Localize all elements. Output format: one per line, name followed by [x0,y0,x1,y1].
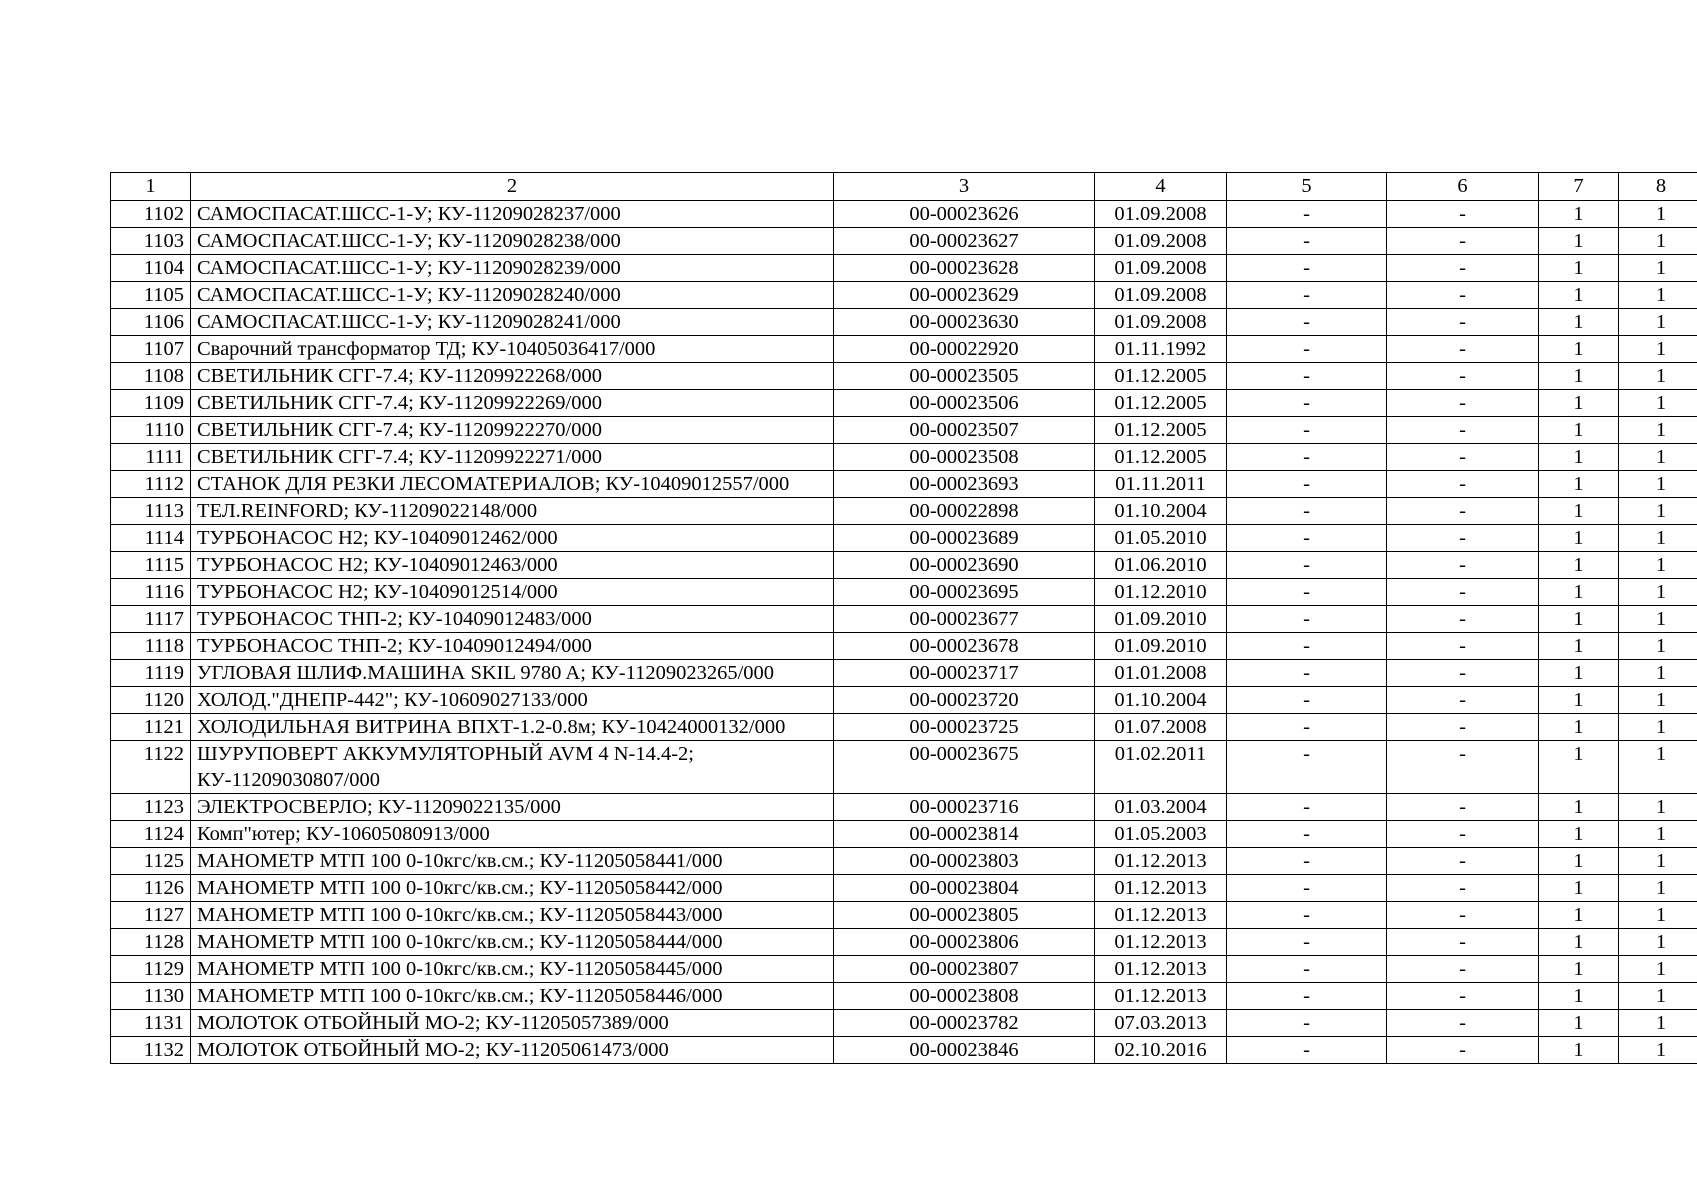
column-7-cell: 1 [1539,1037,1619,1064]
column-6-cell: - [1387,255,1539,282]
inventory-code-cell: 00-00023846 [834,1037,1095,1064]
column-7-cell: 1 [1539,633,1619,660]
inventory-code-cell: 00-00023693 [834,471,1095,498]
column-7-cell: 1 [1539,848,1619,875]
column-6-cell: - [1387,848,1539,875]
inventory-code-cell: 00-00023506 [834,390,1095,417]
inventory-code-cell: 00-00023508 [834,444,1095,471]
column-6-cell: - [1387,363,1539,390]
item-name-cell: ХОЛОДИЛЬНАЯ ВИТРИНА ВПХТ-1.2-0.8м; КУ-10424000132/000 [191,714,834,741]
table-row [111,255,1697,282]
item-name-cell: СВЕТИЛЬНИК СГГ-7.4; КУ-11209922269/000 [191,390,834,417]
row-number-cell: 1108 [111,363,191,390]
column-8-cell: 1 [1619,201,1697,228]
column-7-cell: 1 [1539,794,1619,821]
date-cell: 01.12.2013 [1095,848,1227,875]
date-cell: 07.03.2013 [1095,1010,1227,1037]
column-5-cell: - [1227,741,1387,794]
table-row [111,687,1697,714]
column-6-cell: - [1387,794,1539,821]
date-cell: 01.12.2013 [1095,875,1227,902]
inventory-table [110,172,1697,1064]
item-name-cell: САМОСПАСАТ.ШСС-1-У; КУ-11209028237/000 [191,201,834,228]
column-5-cell: - [1227,606,1387,633]
column-5-cell: - [1227,794,1387,821]
table-row [111,309,1697,336]
column-8-cell: 1 [1619,336,1697,363]
column-7-cell: 1 [1539,983,1619,1010]
date-cell: 01.05.2010 [1095,525,1227,552]
column-5-cell: - [1227,929,1387,956]
column-5-cell: - [1227,336,1387,363]
column-6-cell: - [1387,714,1539,741]
table-row [111,552,1697,579]
row-number-cell: 1111 [111,444,191,471]
column-5-cell: - [1227,525,1387,552]
row-number-cell: 1130 [111,983,191,1010]
column-8-cell: 1 [1619,606,1697,633]
column-6-cell: - [1387,444,1539,471]
column-5-cell: - [1227,660,1387,687]
column-8-cell: 1 [1619,228,1697,255]
column-7-cell: 1 [1539,875,1619,902]
row-number-cell: 1106 [111,309,191,336]
column-number-row [111,173,1697,201]
column-number: 4 [1095,173,1227,201]
row-number-cell: 1107 [111,336,191,363]
inventory-code-cell: 00-00023677 [834,606,1095,633]
column-6-cell: - [1387,687,1539,714]
column-number: 3 [834,173,1095,201]
date-cell: 01.03.2004 [1095,794,1227,821]
column-8-cell: 1 [1619,660,1697,687]
inventory-code-cell: 00-00023675 [834,741,1095,794]
column-5-cell: - [1227,255,1387,282]
inventory-code-cell: 00-00022898 [834,498,1095,525]
column-5-cell: - [1227,201,1387,228]
column-8-cell: 1 [1619,471,1697,498]
date-cell: 01.12.2013 [1095,902,1227,929]
column-5-cell: - [1227,1037,1387,1064]
item-name-cell: ЭЛЕКТРОСВЕРЛО; КУ-11209022135/000 [191,794,834,821]
column-5-cell: - [1227,633,1387,660]
table-row [111,1010,1697,1037]
column-5-cell: - [1227,579,1387,606]
table-row [111,228,1697,255]
row-number-cell: 1131 [111,1010,191,1037]
item-name-cell: САМОСПАСАТ.ШСС-1-У; КУ-11209028241/000 [191,309,834,336]
table-row [111,633,1697,660]
item-name-cell: САМОСПАСАТ.ШСС-1-У; КУ-11209028239/000 [191,255,834,282]
inventory-code-cell: 00-00023807 [834,956,1095,983]
row-number-cell: 1117 [111,606,191,633]
item-name-cell: УГЛОВАЯ ШЛИФ.МАШИНА SKIL 9780 A; КУ-11209023265/000 [191,660,834,687]
date-cell: 01.12.2013 [1095,956,1227,983]
date-cell: 01.07.2008 [1095,714,1227,741]
table-row [111,525,1697,552]
column-7-cell: 1 [1539,687,1619,714]
column-6-cell: - [1387,821,1539,848]
inventory-code-cell: 00-00023804 [834,875,1095,902]
column-8-cell: 1 [1619,714,1697,741]
item-name-cell: ТУРБОНАСОС ТНП-2; КУ-10409012494/000 [191,633,834,660]
column-5-cell: - [1227,821,1387,848]
column-7-cell: 1 [1539,309,1619,336]
inventory-code-cell: 00-00022920 [834,336,1095,363]
table-row [111,1037,1697,1064]
column-7-cell: 1 [1539,956,1619,983]
row-number-cell: 1116 [111,579,191,606]
inventory-code-cell: 00-00023690 [834,552,1095,579]
column-8-cell: 1 [1619,1037,1697,1064]
column-6-cell: - [1387,606,1539,633]
row-number-cell: 1124 [111,821,191,848]
column-7-cell: 1 [1539,660,1619,687]
inventory-code-cell: 00-00023814 [834,821,1095,848]
inventory-code-cell: 00-00023630 [834,309,1095,336]
row-number-cell: 1109 [111,390,191,417]
item-name-cell: МАНОМЕТР МТП 100 0-10кгс/кв.см.; КУ-11205058442/000 [191,875,834,902]
column-5-cell: - [1227,498,1387,525]
column-8-cell: 1 [1619,902,1697,929]
column-6-cell: - [1387,552,1539,579]
column-8-cell: 1 [1619,579,1697,606]
column-6-cell: - [1387,741,1539,794]
column-5-cell: - [1227,1010,1387,1037]
column-6-cell: - [1387,498,1539,525]
column-5-cell: - [1227,282,1387,309]
column-number: 7 [1539,173,1619,201]
table-row [111,660,1697,687]
column-5-cell: - [1227,363,1387,390]
date-cell: 01.12.2010 [1095,579,1227,606]
column-5-cell: - [1227,848,1387,875]
column-8-cell: 1 [1619,929,1697,956]
column-6-cell: - [1387,390,1539,417]
column-number: 5 [1227,173,1387,201]
column-8-cell: 1 [1619,875,1697,902]
column-7-cell: 1 [1539,1010,1619,1037]
date-cell: 01.09.2008 [1095,255,1227,282]
column-6-cell: - [1387,660,1539,687]
inventory-code-cell: 00-00023689 [834,525,1095,552]
table-row [111,902,1697,929]
date-cell: 01.12.2013 [1095,929,1227,956]
inventory-code-cell: 00-00023678 [834,633,1095,660]
table-row [111,741,1697,794]
column-5-cell: - [1227,983,1387,1010]
table-row [111,956,1697,983]
column-7-cell: 1 [1539,714,1619,741]
column-7-cell: 1 [1539,525,1619,552]
inventory-code-cell: 00-00023695 [834,579,1095,606]
row-number-cell: 1132 [111,1037,191,1064]
date-cell: 01.09.2008 [1095,228,1227,255]
item-name-cell: МОЛОТОК ОТБОЙНЫЙ МО-2; КУ-11205061473/000 [191,1037,834,1064]
inventory-code-cell: 00-00023717 [834,660,1095,687]
item-name-cell: САМОСПАСАТ.ШСС-1-У; КУ-11209028238/000 [191,228,834,255]
column-7-cell: 1 [1539,390,1619,417]
column-6-cell: - [1387,309,1539,336]
table-row [111,579,1697,606]
column-5-cell: - [1227,956,1387,983]
column-7-cell: 1 [1539,902,1619,929]
row-number-cell: 1122 [111,741,191,794]
inventory-code-cell: 00-00023805 [834,902,1095,929]
date-cell: 01.09.2010 [1095,606,1227,633]
date-cell: 01.09.2008 [1095,309,1227,336]
column-5-cell: - [1227,471,1387,498]
table-row [111,929,1697,956]
inventory-code-cell: 00-00023808 [834,983,1095,1010]
table-row [111,875,1697,902]
table-row [111,821,1697,848]
column-8-cell: 1 [1619,687,1697,714]
column-number: 8 [1619,173,1697,201]
row-number-cell: 1103 [111,228,191,255]
item-name-cell: ТУРБОНАСОС Н2; КУ-10409012463/000 [191,552,834,579]
column-7-cell: 1 [1539,336,1619,363]
row-number-cell: 1121 [111,714,191,741]
row-number-cell: 1127 [111,902,191,929]
item-name-cell: МАНОМЕТР МТП 100 0-10кгс/кв.см.; КУ-11205058441/000 [191,848,834,875]
column-6-cell: - [1387,902,1539,929]
column-7-cell: 1 [1539,606,1619,633]
row-number-cell: 1104 [111,255,191,282]
item-name-cell: ХОЛОД."ДНЕПР-442"; КУ-10609027133/000 [191,687,834,714]
column-6-cell: - [1387,282,1539,309]
table-row [111,606,1697,633]
date-cell: 01.01.2008 [1095,660,1227,687]
column-8-cell: 1 [1619,956,1697,983]
column-number: 1 [111,173,191,201]
table-row [111,444,1697,471]
date-cell: 01.10.2004 [1095,687,1227,714]
row-number-cell: 1102 [111,201,191,228]
row-number-cell: 1123 [111,794,191,821]
column-8-cell: 1 [1619,309,1697,336]
row-number-cell: 1115 [111,552,191,579]
table-row [111,848,1697,875]
row-number-cell: 1129 [111,956,191,983]
row-number-cell: 1113 [111,498,191,525]
date-cell: 01.06.2010 [1095,552,1227,579]
inventory-code-cell: 00-00023806 [834,929,1095,956]
date-cell: 01.12.2005 [1095,444,1227,471]
inventory-code-cell: 00-00023782 [834,1010,1095,1037]
column-7-cell: 1 [1539,444,1619,471]
column-7-cell: 1 [1539,255,1619,282]
inventory-code-cell: 00-00023803 [834,848,1095,875]
inventory-code-cell: 00-00023720 [834,687,1095,714]
column-7-cell: 1 [1539,201,1619,228]
column-8-cell: 1 [1619,363,1697,390]
column-8-cell: 1 [1619,390,1697,417]
column-6-cell: - [1387,875,1539,902]
inventory-code-cell: 00-00023725 [834,714,1095,741]
column-7-cell: 1 [1539,741,1619,794]
row-number-cell: 1110 [111,417,191,444]
date-cell: 01.12.2005 [1095,390,1227,417]
date-cell: 01.12.2013 [1095,983,1227,1010]
column-7-cell: 1 [1539,552,1619,579]
inventory-code-cell: 00-00023627 [834,228,1095,255]
item-name-cell: САМОСПАСАТ.ШСС-1-У; КУ-11209028240/000 [191,282,834,309]
column-6-cell: - [1387,579,1539,606]
column-5-cell: - [1227,444,1387,471]
column-5-cell: - [1227,552,1387,579]
column-6-cell: - [1387,929,1539,956]
column-6-cell: - [1387,983,1539,1010]
date-cell: 01.11.1992 [1095,336,1227,363]
item-name-cell: Сварочний трансформатор ТД; КУ-10405036417/000 [191,336,834,363]
column-number: 6 [1387,173,1539,201]
date-cell: 01.12.2005 [1095,417,1227,444]
row-number-cell: 1120 [111,687,191,714]
row-number-cell: 1105 [111,282,191,309]
table-row [111,714,1697,741]
column-8-cell: 1 [1619,794,1697,821]
item-name-cell: МАНОМЕТР МТП 100 0-10кгс/кв.см.; КУ-11205058443/000 [191,902,834,929]
column-8-cell: 1 [1619,633,1697,660]
inventory-code-cell: 00-00023626 [834,201,1095,228]
column-7-cell: 1 [1539,417,1619,444]
column-7-cell: 1 [1539,282,1619,309]
inventory-code-cell: 00-00023505 [834,363,1095,390]
column-6-cell: - [1387,633,1539,660]
column-5-cell: - [1227,309,1387,336]
column-8-cell: 1 [1619,282,1697,309]
column-6-cell: - [1387,525,1539,552]
column-6-cell: - [1387,201,1539,228]
column-6-cell: - [1387,1010,1539,1037]
date-cell: 01.09.2008 [1095,282,1227,309]
table-row [111,363,1697,390]
inventory-code-cell: 00-00023629 [834,282,1095,309]
column-7-cell: 1 [1539,821,1619,848]
column-5-cell: - [1227,228,1387,255]
column-6-cell: - [1387,228,1539,255]
item-name-cell: МАНОМЕТР МТП 100 0-10кгс/кв.см.; КУ-11205058446/000 [191,983,834,1010]
item-name-cell: ШУРУПОВЕРТ АККУМУЛЯТОРНЫЙ AVM 4 N-14.4-2; КУ-11209030807/000 [191,741,834,794]
table-row [111,498,1697,525]
item-name-cell: ТЕЛ.REINFORD; КУ-11209022148/000 [191,498,834,525]
item-name-cell: МАНОМЕТР МТП 100 0-10кгс/кв.см.; КУ-11205058445/000 [191,956,834,983]
table-row [111,794,1697,821]
table-row [111,282,1697,309]
column-number: 2 [191,173,834,201]
column-7-cell: 1 [1539,498,1619,525]
item-name-cell: ТУРБОНАСОС ТНП-2; КУ-10409012483/000 [191,606,834,633]
table-row [111,201,1697,228]
column-8-cell: 1 [1619,848,1697,875]
column-6-cell: - [1387,471,1539,498]
column-8-cell: 1 [1619,983,1697,1010]
item-name-cell: СТАНОК ДЛЯ РЕЗКИ ЛЕСОМАТЕРИАЛОВ; КУ-10409012557/000 [191,471,834,498]
column-8-cell: 1 [1619,498,1697,525]
item-name-cell: ТУРБОНАСОС Н2; КУ-10409012462/000 [191,525,834,552]
item-name-cell: СВЕТИЛЬНИК СГГ-7.4; КУ-11209922270/000 [191,417,834,444]
inventory-table-body [111,173,1697,1064]
date-cell: 01.11.2011 [1095,471,1227,498]
date-cell: 01.09.2010 [1095,633,1227,660]
column-8-cell: 1 [1619,552,1697,579]
row-number-cell: 1128 [111,929,191,956]
date-cell: 01.02.2011 [1095,741,1227,794]
item-name-cell: СВЕТИЛЬНИК СГГ-7.4; КУ-11209922271/000 [191,444,834,471]
column-5-cell: - [1227,390,1387,417]
column-8-cell: 1 [1619,821,1697,848]
item-name-cell: МОЛОТОК ОТБОЙНЫЙ МО-2; КУ-11205057389/000 [191,1010,834,1037]
column-5-cell: - [1227,714,1387,741]
column-7-cell: 1 [1539,363,1619,390]
table-row [111,390,1697,417]
column-7-cell: 1 [1539,228,1619,255]
column-6-cell: - [1387,956,1539,983]
row-number-cell: 1118 [111,633,191,660]
date-cell: 01.05.2003 [1095,821,1227,848]
column-5-cell: - [1227,875,1387,902]
column-5-cell: - [1227,417,1387,444]
item-name-cell: Комп"ютер; КУ-10605080913/000 [191,821,834,848]
column-5-cell: - [1227,687,1387,714]
column-8-cell: 1 [1619,417,1697,444]
column-8-cell: 1 [1619,444,1697,471]
column-7-cell: 1 [1539,471,1619,498]
column-5-cell: - [1227,902,1387,929]
date-cell: 01.10.2004 [1095,498,1227,525]
column-8-cell: 1 [1619,525,1697,552]
date-cell: 02.10.2016 [1095,1037,1227,1064]
table-row [111,336,1697,363]
row-number-cell: 1114 [111,525,191,552]
column-7-cell: 1 [1539,579,1619,606]
item-name-cell: ТУРБОНАСОС Н2; КУ-10409012514/000 [191,579,834,606]
date-cell: 01.09.2008 [1095,201,1227,228]
item-name-cell: МАНОМЕТР МТП 100 0-10кгс/кв.см.; КУ-11205058444/000 [191,929,834,956]
table-row [111,471,1697,498]
inventory-code-cell: 00-00023716 [834,794,1095,821]
row-number-cell: 1125 [111,848,191,875]
table-row [111,983,1697,1010]
date-cell: 01.12.2005 [1095,363,1227,390]
column-8-cell: 1 [1619,741,1697,794]
row-number-cell: 1119 [111,660,191,687]
row-number-cell: 1112 [111,471,191,498]
row-number-cell: 1126 [111,875,191,902]
table-row [111,417,1697,444]
column-8-cell: 1 [1619,1010,1697,1037]
item-name-cell: СВЕТИЛЬНИК СГГ-7.4; КУ-11209922268/000 [191,363,834,390]
column-6-cell: - [1387,1037,1539,1064]
column-8-cell: 1 [1619,255,1697,282]
column-6-cell: - [1387,417,1539,444]
column-7-cell: 1 [1539,929,1619,956]
inventory-code-cell: 00-00023507 [834,417,1095,444]
column-6-cell: - [1387,336,1539,363]
inventory-code-cell: 00-00023628 [834,255,1095,282]
